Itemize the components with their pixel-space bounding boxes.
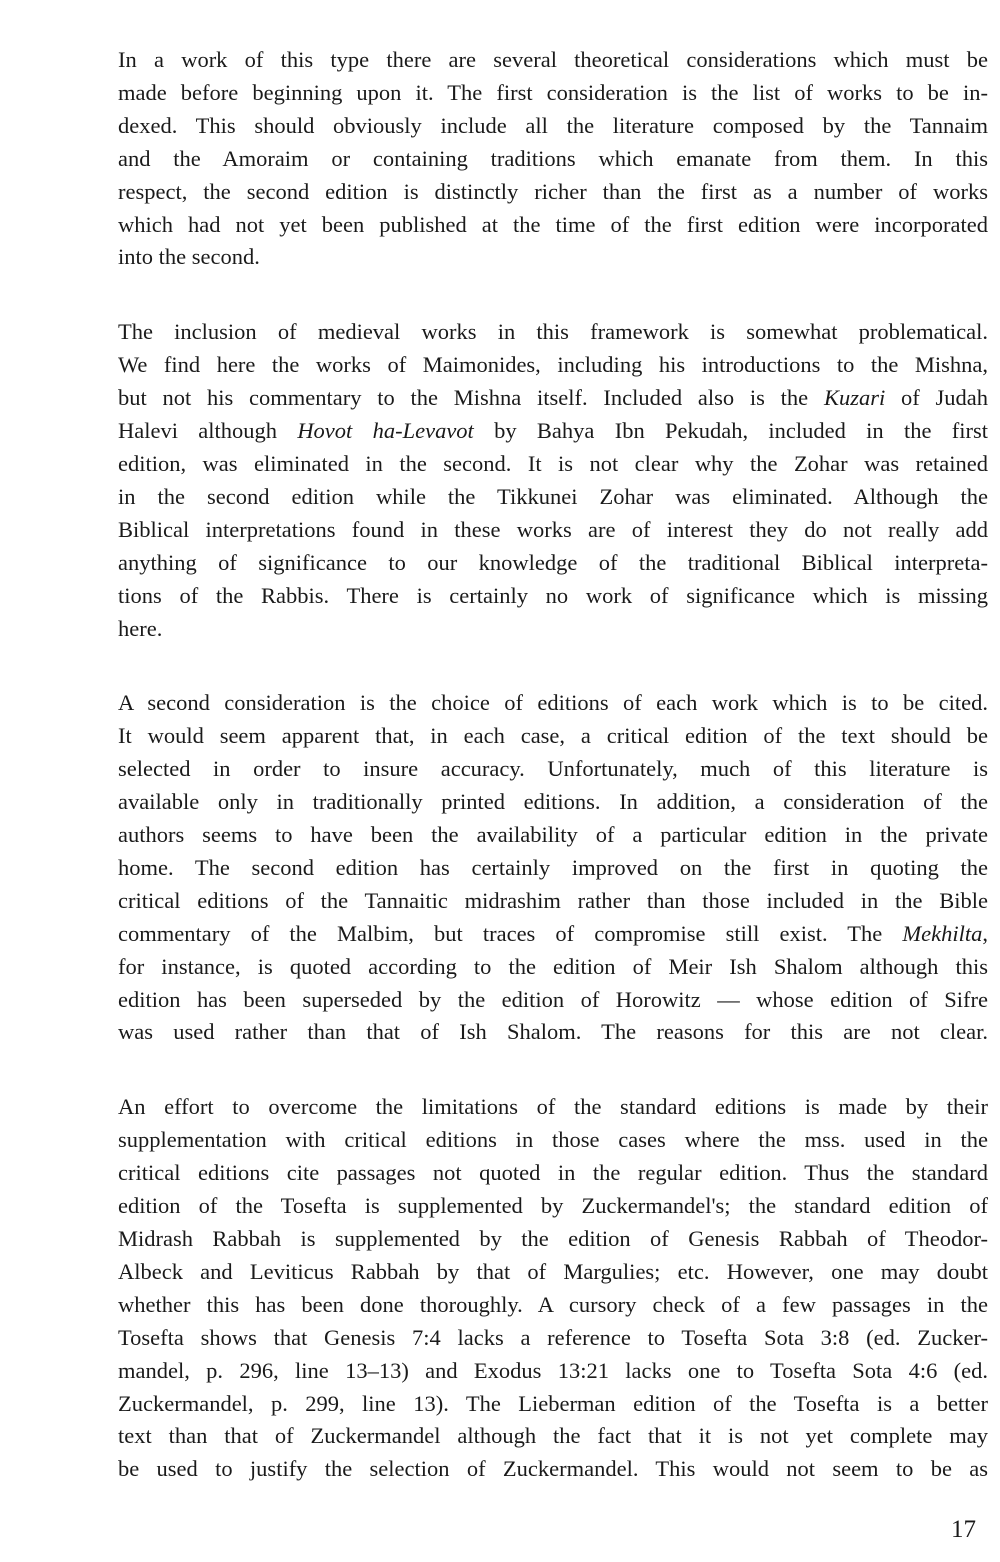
text-line: selected in order to insure accuracy. Unfortunately, much of this literature is [118,756,988,782]
paragraph-1 [118,44,988,274]
text-line: edition has been superseded by the edition of Horowitz — whose edition of Sifre [118,986,988,1012]
text-line: commentary of the Malbim, but traces of compromise still exist. The Mekhilta, [118,920,988,946]
text-line: authors seems to have been the availability of a particular edition in the private [118,822,988,848]
text-line: made before beginning upon it. The first consideration is the list of works to be in- [118,79,988,105]
text-line: The inclusion of medieval works in this framework is somewhat problematical. [118,319,988,345]
text-line: critical editions cite passages not quoted in the regular edition. Thus the standard [118,1160,988,1186]
text-line: Biblical interpretations found in these works are of interest they do not really add [118,516,988,542]
text-line: Midrash Rabbah is supplemented by the edition of Genesis Rabbah of Theodor- [118,1226,988,1251]
text-line: was used rather than that of Ish Shalom. The reasons for this are not clear. [118,1019,988,1045]
text-line: Zuckermandel, p. 299, line 13). The Lieberman edition of the Tosefta is a better [118,1390,988,1416]
text-line: A second consideration is the choice of editions of each work which is to be cited. [118,690,988,716]
text-line: text than that of Zuckermandel although the fact that it is not yet complete may [118,1423,988,1449]
text-line: In a work of this type there are several theoretical considerations which must be [118,47,988,72]
text-line: edition of the Tosefta is supplemented by Zuckermandel's; the standard edition of [118,1193,988,1219]
page-number: 17 [951,1516,976,1543]
text-line: tions of the Rabbis. There is certainly no work of significance which is missing [118,582,988,608]
text-line: We find here the works of Maimonides, including his introductions to the Mishna, [118,352,988,378]
text-line: dexed. This should obviously include all the literature composed by the Tannaim [118,112,988,138]
text-line: supplementation with critical editions in those cases where the mss. used in the [118,1127,988,1153]
text-line: mandel, p. 296, line 13–13) and Exodus 13:21 lacks one to Tosefta Sota 4:6 (ed. [118,1357,988,1383]
text-line: home. The second edition has certainly improved on the first in quoting the [118,854,988,880]
text-line: critical editions of the Tannaitic midrashim rather than those included in the Bible [118,887,988,913]
text-line: which had not yet been published at the time of the first edition were incorporated [118,211,988,237]
text-line: edition, was eliminated in the second. It is not clear why the Zohar was retained [118,450,988,476]
text-line: into the second. [118,244,260,270]
text-line: here. [118,615,163,641]
paragraph-2 [118,316,988,645]
text-line: anything of significance to our knowledge of the traditional Biblical interpreta- [118,549,988,575]
text-line: respect, the second edition is distinctly richer than the first as a number of works [118,178,988,204]
text-line: but not his commentary to the Mishna itself. Included also is the Kuzari of Judah [118,385,988,411]
text-line: It would seem apparent that, in each case, a critical edition of the text should be [118,723,988,749]
text-line: An effort to overcome the limitations of the standard editions is made by their [118,1094,988,1120]
text-line: whether this has been done thoroughly. A cursory check of a few passages in the [118,1291,988,1317]
text-line: and the Amoraim or containing traditions which emanate from them. In this [118,145,988,171]
text-line: Tosefta shows that Genesis 7:4 lacks a reference to Tosefta Sota 3:8 (ed. Zucker- [118,1324,988,1350]
text-line: available only in traditionally printed editions. In addition, a consideration of the [118,789,988,815]
page-body [118,44,988,1528]
paragraph-3 [118,687,988,1049]
paragraph-4 [118,1091,988,1486]
text-line: be used to justify the selection of Zuckermandel. This would not seem to be as [118,1456,988,1482]
text-line: for instance, is quoted according to the edition of Meir Ish Shalom although this [118,953,988,979]
text-line: Halevi although Hovot ha-Levavot by Bahya Ibn Pekudah, included in the first [118,418,988,444]
text-line: in the second edition while the Tikkunei Zohar was eliminated. Although the [118,483,988,509]
text-line: Albeck and Leviticus Rabbah by that of Margulies; etc. However, one may doubt [118,1258,988,1284]
